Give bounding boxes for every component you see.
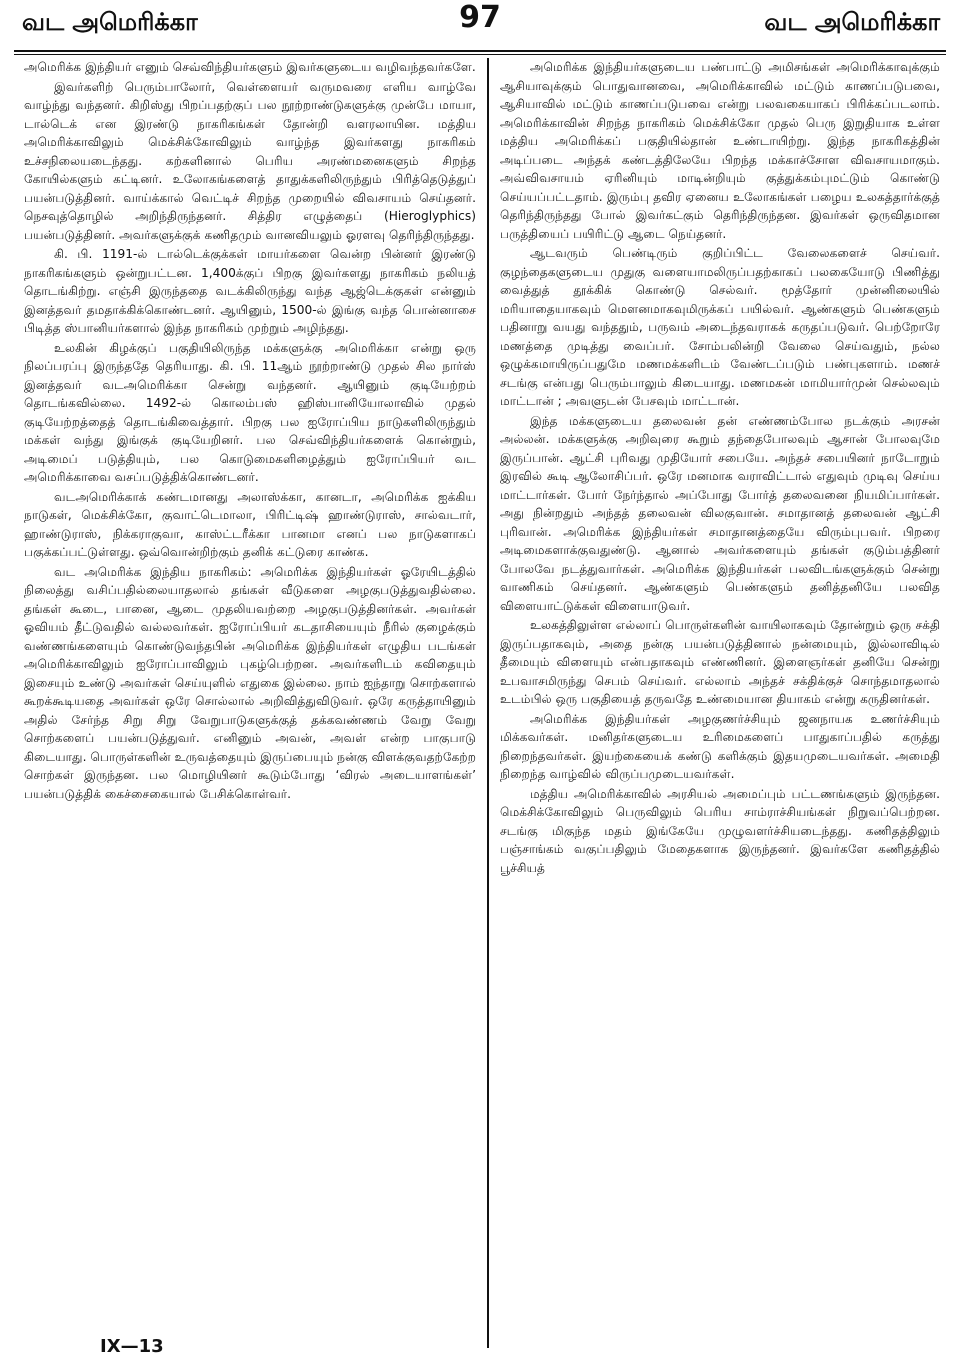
paragraph: உலகத்திலுள்ள எல்லாப் பொருள்களின் வாயிலாகவும் தோன்றும் ஒரு சக்தி இருப்பதாகவும், அதை நன்கு பயன்படுத்தினால் நன்மையும், இல்லாவிடில் தீமையும் விளையும் என்பதாகவும் எண்ணினர். இளைஞர்கள் தனியே சென்று உபவாசமிருந்து செபம் செய்வர். எல்லாம் அந்தச் சக்திக்குச் சொந்தமாதலால் உடம்பில் ஒரு பகுதியைத் தருவதே உண்மையான தியாகம் என்று கருதினர்கள். <box>500 618 940 706</box>
header-title-left: வட அமெரிக்கா <box>22 8 198 36</box>
paragraph: மத்திய அமெரிக்காவில் அரசியல் அமைப்பும் பட்டணங்களும் இருந்தன. மெக்சிக்கோவிலும் பெருவிலும் பெரிய சாம்ராச்சியங்கள் நிறுவப்பெற்றன. சடங்கு மிகுந்த மதம் இங்கேயே முழுவளர்ச்சியடைந்தது. கணிதத்திலும் பஞ்சாங்கம் வகுப்பதிலும் மேதைகளாக இருந்தனர். இவர்களே கணிதத்தில் பூச்சியத் <box>500 786 940 875</box>
section-paragraph: வட அமெரிக்க இந்திய நாகரிகம்: அமெரிக்க இந்தியர்கள் ஓரேயிடத்தில் நிலைத்து வசிப்பதில்லையாதலால் தங்கள் வீடுகளை அழகுபடுத்துவதில்லை. தங்கள் கூடை, பானை, ஆடை முதலியவற்றை அழகுபடுத்தினர்கள். அவர்கள் ஓவியம் தீட்டுவதில் வல்லவர்கள். ஐரோப்பியர் கடதாசியையும் நீரில் குழைக்கும் வண்ணங்களையும் கொண்டுவந்தபின் அமெரிக்க இந்தியர்கள் எழுதிய படங்கள் அமெரிக்காவிலும் ஐரோப்பாவிலும் புகழ்பெற்றன. அவர்களிடம் கவிதையும் இசையும் உண்டு அவர்கள் செய்யுளில் எதுகை இல்லை. நாம் ஐந்தாறு சொற்களால் கூறக்கூடியதை அவர்கள் ஒரே சொல்லால் அறிவித்துவிடுவர். ஒரே கருத்தாயினும் அதில் சேர்ந்த சிறு சிறு வேறுபாடுகளுக்குத் தக்கவண்ணம் வேறு வேறு சொற்களைப் பயன்படுத்துவர். எனினும் அவன், அவள் என்ற பாகுபாடு கிடையாது. பொருள்களின் உருவத்தையும் இருப்பையும் நன்கு விளக்குவதற்கேற்ற சொற்கள் இருந்தன. பல மொழியினர் கூடும்போது ‘விரல் அடையாளங்கள்’ பயன்படுத்திக் கைச்சைகையால் பேசிக்கொள்வர். <box>24 564 476 801</box>
header-rule <box>14 50 946 55</box>
paragraph: உலகின் கிழக்குப் பகுதியிலிருந்த மக்களுக்கு அமெரிக்கா என்று ஒரு நிலப்பரப்பு இருந்ததே தெரியாது. கி. பி. 11ஆம் நூற்றாண்டு முதல் சில நார்ஸ் இனத்தவர் வடஅமெரிக்கா சென்று வந்தனர். ஆயினும் குடியேற்றம் தொடங்கவில்லை. 1492-ல் கொலம்பஸ் ஹிஸ்பானியோலாவில் முதல் குடியேற்றத்தைத் தொடங்கிவைத்தார். பிறகு பல ஐரோப்பிய நாடுகளிலிருந்தும் மக்கள் வந்து இங்குக் குடியேறினர். பல செவ்விந்தியர்களைக் கொன்றும், அடிமைப் படுத்தியும், பல கொடுமைகளிழைத்தும் ஐரோப்பியர் வட அமெரிக்காவை வசப்படுத்திக்கொண்டனர். <box>24 340 476 484</box>
right-column <box>500 58 940 1333</box>
paragraph: கி. பி. 1191-ல் டால்டெக்குக்கள் மாயர்களை வென்ற பின்னர் இரண்டு நாகரிகங்களும் ஒன்றுபட்டன. 1,400க்குப் பிறகு இவர்களது நாகரிகம் நலியத் தொடங்கிற்று. எஞ்சி இருந்ததை வடக்கிலிருந்து வந்த ஆஜ்டெக்குகள் என்னும் இனத்தவர் தமதாக்கிக்கொண்டனர். ஆயினும், 1500-ல் இங்கு வந்த பொன்னாசை பிடித்த ஸ்பானியர்களால் இந்த நாகரிகம் முற்றும் அழிந்தது. <box>24 247 476 335</box>
page-number: 97 <box>459 0 501 35</box>
column-divider <box>487 58 489 1348</box>
left-column <box>24 58 476 1333</box>
paragraph: இவர்களிற் பெரும்பாலோர், வெள்ளையர் வருமவரை எளிய வாழ்வே வாழ்ந்து வந்தனர். கிறிஸ்து பிறப்பதற்குப் பல நூற்றாண்டுகளுக்கு முன்பே மாயா, டால்டெக் என இரண்டு நாகரிகங்கள் தோன்றி வளரலாயின. மத்திய அமெரிக்காவிலும் மெக்சிக்கோவிலும் வாழ்ந்த இவர்களது நாகரிகம் உச்சநிலையடைந்தது. கற்களினால் பெரிய அரண்மனைகளும் சிறந்த கோயில்களும் கட்டினர். உலோகங்களைத் தாதுக்களிலிருந்தும் பிரித்தெடுத்துப் பயன்படுத்தினர். வாய்க்கால் வெட்டிச் சிறந்த முறையில் விவசாயம் செய்தனர். நெசவுத்தொழில் அறிந்திருந்தனர். சித்திர எழுத்தைப் (Hieroglyphics) பயன்படுத்தினர். அவர்களுக்குக் கணிதமும் வானவியலும் ஓரளவு தெரிந்திருந்தது. <box>24 79 476 242</box>
signature-mark: IX—13 <box>100 1336 164 1357</box>
header-title-right: வட அமெரிக்கா <box>764 8 940 36</box>
paragraph: ஆடவரும் பெண்டிரும் குறிப்பிட்ட வேலைகளைச் செய்வர். குழந்தைகளுடைய முதுகு வளையாமலிருப்பதற்காகப் பலகையோடு பிணித்து வைத்துத் தூக்கிக் கொண்டு செல்வர். மூத்தோர் முன்னிலையில் மரியாதையாகவும் மௌனமாகவுமிருக்கப் பயில்வர். ஆண்களும் பெண்களும் பதினாறு வயது வந்ததும், பருவம் அடைந்தவராகக் கருதப்படுவர். பெற்றோரே மணத்தை முடித்து வைப்பர். சோம்பலின்றி வேலை செய்வதும், நல்ல ஒழுக்கமாயிருப்பதுமே மணமக்களிடம் வேண்டப்படும் பண்புகளாம். மணச் சடங்கு என்பது பெரும்பாலும் கிடையாது. மணமகன் மாமியார்முன் செல்லவும் மாட்டான் ; அவளுடன் பேசவும் மாட்டான். <box>500 246 940 408</box>
paragraph: அமெரிக்க இந்தியர்களுடைய பண்பாட்டு அமிசங்கள் அமெரிக்காவுக்கும் ஆசியாவுக்கும் பொதுவானவை, அமெரிக்காவில் மட்டும் காணப்படுபவை, ஆசியாவில் மட்டும் காணப்படுபவை என்று பலவகையாகப் பிரிக்கப்படலாம். அமெரிக்காவின் சிறந்த நாகரிகம் மெக்சிக்கோ முதல் பெரு இறுதியாக உள்ள மத்திய அமெரிக்கப் பகுதியில்தான் உண்டாயிற்று. இந்த நாகரிகத்தின் அடிப்படை அந்தக் கண்டத்திலேயே பிறந்த மக்காச்சோள விவசாயமாகும். அவ்விவசாயம் ஏரினியும் மாடின்றியும் குத்துக்கம்புமட்டும் கொண்டு செய்யப்பட்டதாம். இரும்பு தவிர ஏனைய உலோகங்கள் பழைய உலகத்தார்க்குத் தெரிந்திருந்தது போல் இவர்கட்கும் தெரிந்திருந்தன. இவர்கள் ஒருவிதமான பருத்தியைப் பயிரிட்டு ஆடை நெய்தனர். <box>500 60 940 241</box>
paragraph: அமெரிக்க இந்தியர்கள் அழகுணர்ச்சியும் ஜனநாயக உணர்ச்சியும் மிக்கவர்கள். மனிதர்களுடைய உரிமைகளைப் பாதுகாப்பதில் கருத்து நிறைந்தவர்கள். இயற்கையைக் கண்டு களிக்கும் இதயமுடையவர்கள். அமைதி நிறைந்த வாழ்வில் விருப்பமுடையவர்கள். <box>500 711 940 781</box>
paragraph: அமெரிக்க இந்தியர் எனும் செவ்விந்தியர்களும் இவர்களுடைய வழிவந்தவர்களே. <box>24 60 476 74</box>
paragraph: இந்த மக்களுடைய தலைவன் தன் எண்ணம்போல நடக்கும் அரசன் அல்லன். மக்களுக்கு அறிவுரை கூறும் தந்தைபோலவும் ஆசான் போலவுமே இருப்பான். ஆட்சி புரிவது முதியோர் சபையே. அந்தச் சபையினர் நாடோறும் இரவில் கூடி ஆலோசிப்பர். ஒரே மனமாக வராவிட்டால் எதுவும் முடிவு செய்ய மாட்டார்கள். போர் நேர்ந்தால் அப்போது போர்த் தலைவனை நியமிப்பார்கள். அது நின்றதும் அந்தத் தலைவன் விலகுவான். சமாதானத் தலைவன் ஆட்சி புரிவான். அமெரிக்க இந்தியர்கள் சமாதானத்தையே விரும்புபவர். பிறரை அடிமைகளாக்குவதுண்டு. ஆனால் அவர்களையும் தங்கள் குடும்பத்தினர் போலவே நடத்துவார்கள். அமெரிக்க இந்தியர்கள் பலவிடங்களுக்கும் சென்று வாணிகம் செய்தனர். ஆண்களும் பெண்களும் தனித்தனியே பலவித விளையாட்டுக்கள் விளையாடுவர். <box>500 413 940 613</box>
paragraph: வடஅமெரிக்காக் கண்டமானது அலாஸ்க்கா, கானடா, அமெரிக்க ஐக்கிய நாடுகள், மெக்சிக்கோ, குவாட்டெமாலா, பிரிட்டிஷ் ஹாண்டுராஸ், சால்வடார், ஹாண்டுராஸ், நிக்கராகுவா, காஸ்ட்டரீக்கா பானமா எனப் பல நாடுகளாகப் பகுக்கப்பட்டுள்ளது. ஒவ்வொன்றிற்கும் தனிக் கட்டுரை காண்க. <box>24 489 476 559</box>
running-header <box>14 0 946 50</box>
